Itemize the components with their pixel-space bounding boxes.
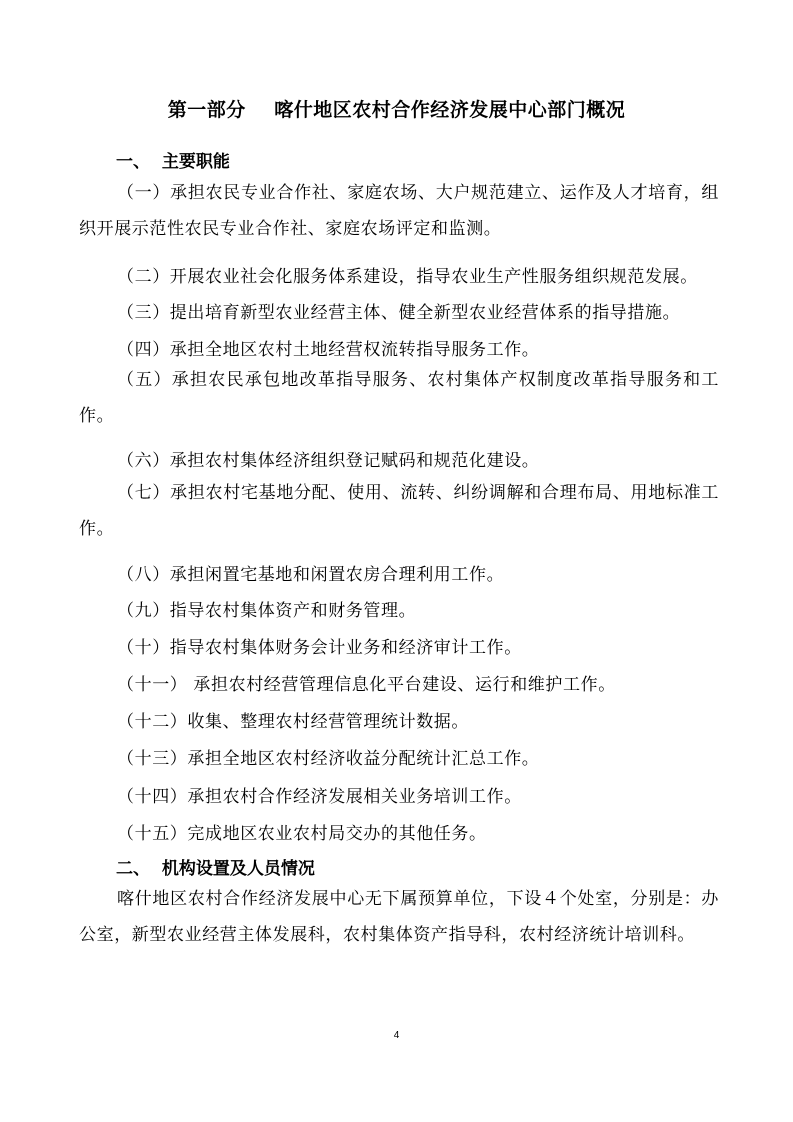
- paragraph-item-10: （十）指导农村集体财务会计业务和经济审计工作。: [117, 638, 522, 658]
- paragraph-item-12: （十二）收集、整理农村经营管理统计数据。: [117, 712, 469, 732]
- paragraph-item-14: （十四）承担农村合作经济发展相关业务培训工作。: [117, 787, 522, 807]
- section-heading-organization: 二、 机构设置及人员情况: [116, 859, 315, 879]
- page-number: 4: [393, 1030, 400, 1041]
- paragraph-item-7: （七）承担农村宅基地分配、使用、流转、纠纷调解和合理布局、用地标准工作。: [79, 483, 719, 539]
- paragraph-item-13: （十三）承担全地区农村经济收益分配统计汇总工作。: [117, 749, 540, 769]
- paragraph-item-11: （十一） 承担农村经营管理信息化平台建设、运行和维护工作。: [117, 675, 616, 695]
- paragraph-item-4: （四）承担全地区农村土地经营权流转指导服务工作。: [117, 340, 540, 360]
- paragraph-item-5: （五）承担农民承包地改革指导服务、农村集体产权制度改革指导服务和工作。: [79, 370, 719, 426]
- page-title: 第一部分 喀什地区农村合作经济发展中心部门概况: [167, 99, 626, 121]
- paragraph-item-3: （三）提出培育新型农业经营主体、健全新型农业经营体系的指导措施。: [117, 303, 681, 323]
- paragraph-item-2: （二）开展农业社会化服务体系建设，指导农业生产性服务组织规范发展。: [117, 267, 698, 287]
- paragraph-item-6: （六）承担农村集体经济组织登记赋码和规范化建设。: [117, 451, 540, 471]
- section-heading-main-functions: 一、 主要职能: [116, 152, 230, 172]
- paragraph-organization: 喀什地区农村合作经济发展中心无下属预算单位，下设４个处室，分别是：办公室，新型农业经营主体发展科，农村集体资产指导科，农村经济统计培训科。: [79, 889, 719, 945]
- paragraph-item-15: （十五）完成地区农业农村局交办的其他任务。: [117, 824, 487, 844]
- paragraph-item-9: （九）指导农村集体资产和财务管理。: [117, 601, 417, 621]
- paragraph-item-8: （八）承担闲置宅基地和闲置农房合理利用工作。: [117, 565, 505, 585]
- paragraph-item-1: （一）承担农民专业合作社、家庭农场、大户规范建立、运作及人才培育，组织开展示范性农民专业合作社、家庭农场评定和监测。: [79, 183, 719, 239]
